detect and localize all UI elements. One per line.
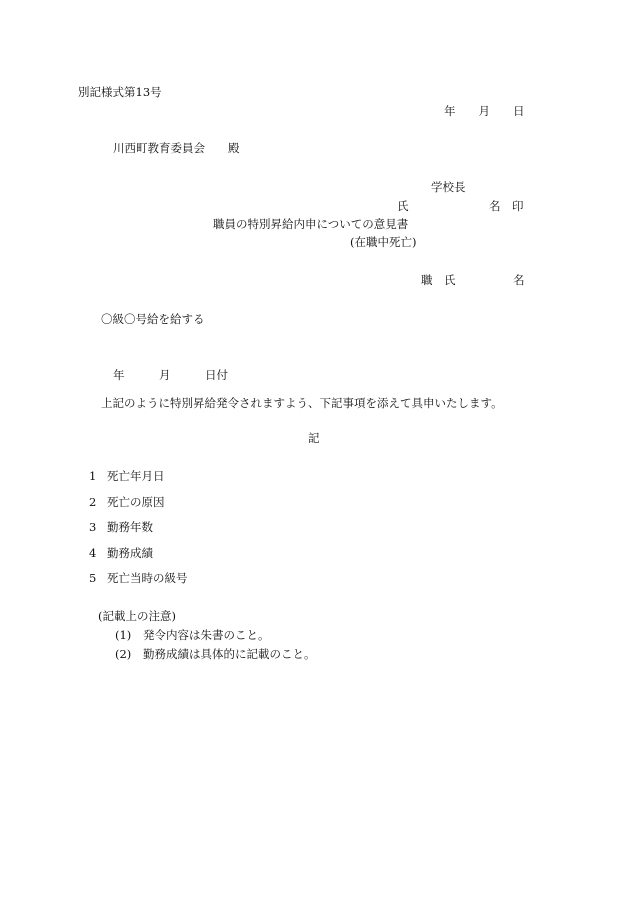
item-number: 4 bbox=[89, 546, 97, 560]
ki-heading: 記 bbox=[308, 431, 320, 445]
item-label: 勤務年数 bbox=[107, 520, 153, 534]
request-text: 上記のように特別昇給発令されますよう、下記事項を添えて具申いたします。 bbox=[101, 396, 503, 410]
document-title: 職員の特別昇給内申についての意見書 bbox=[213, 217, 409, 231]
note-number: (1) bbox=[115, 628, 132, 642]
item-number: 3 bbox=[89, 520, 97, 534]
item-number: 5 bbox=[89, 571, 97, 585]
item-label: 死亡年月日 bbox=[107, 469, 165, 483]
sender-name-line: 氏 名 印 bbox=[397, 199, 524, 213]
item-number: 1 bbox=[89, 469, 97, 483]
form-number: 別記様式第13号 bbox=[78, 85, 162, 99]
notes-heading: (記載上の注意) bbox=[98, 609, 176, 623]
note-text: 発令内容は朱書のこと。 bbox=[143, 628, 270, 642]
effective-date: 年 月 日付 bbox=[113, 368, 228, 382]
date-line: 年 月 日 bbox=[444, 104, 525, 118]
staff-name-line: 職 氏 名 bbox=[421, 273, 525, 287]
addressee: 川西町教育委員会 殿 bbox=[113, 141, 240, 155]
proposal-text: 〇級〇号給を給する bbox=[101, 312, 205, 326]
item-label: 死亡当時の級号 bbox=[107, 571, 188, 585]
sender-title: 学校長 bbox=[431, 180, 466, 194]
note-number: (2) bbox=[115, 647, 132, 661]
item-label: 勤務成績 bbox=[107, 546, 153, 560]
note-text: 勤務成績は具体的に記載のこと。 bbox=[143, 647, 316, 661]
document-subtitle: (在職中死亡) bbox=[350, 235, 417, 249]
item-number: 2 bbox=[89, 495, 97, 509]
item-label: 死亡の原因 bbox=[107, 495, 165, 509]
